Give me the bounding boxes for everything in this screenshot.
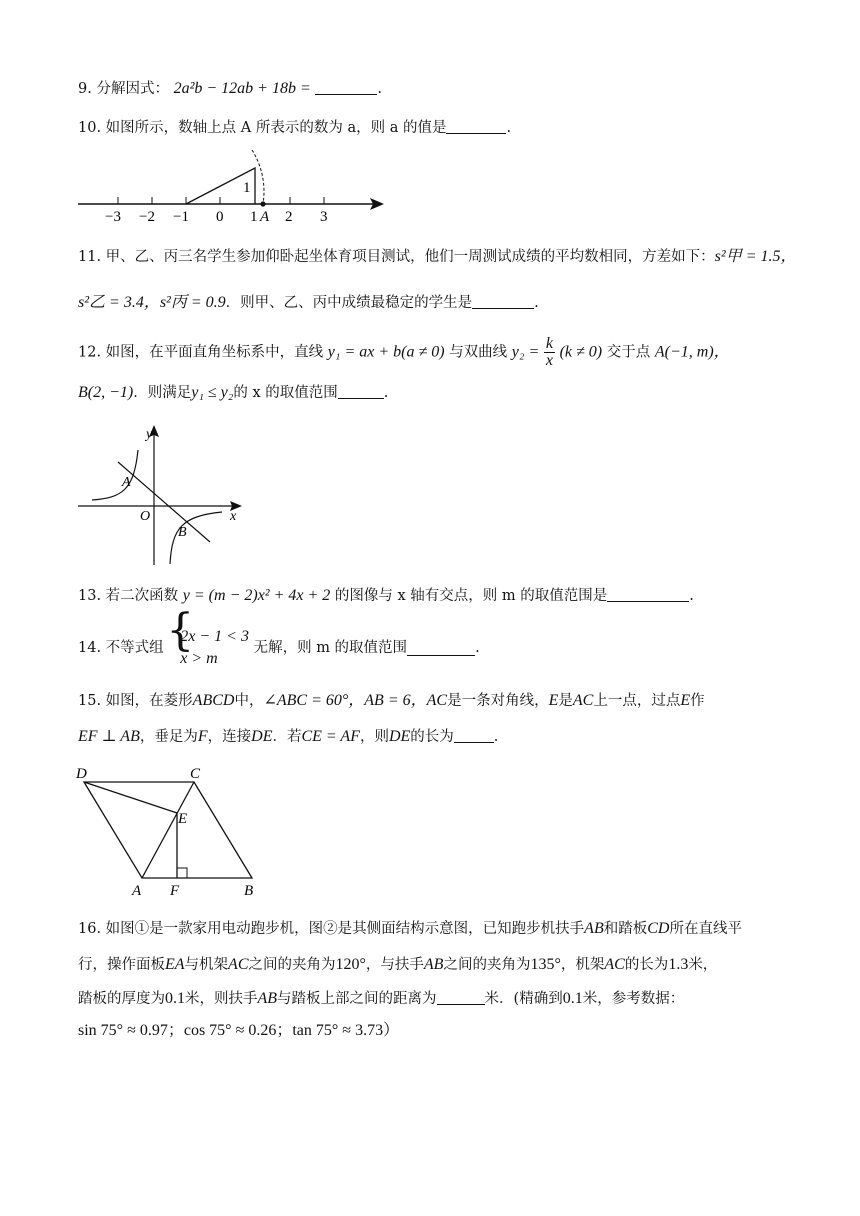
question-12-line2	[78, 382, 784, 404]
q16-text-1e: 所在直线平	[669, 921, 742, 937]
q16-text-2g: ，与扶手	[365, 957, 424, 973]
q11-variance-jia: s²甲 = 1.5，	[714, 248, 797, 265]
question-15-line2	[78, 726, 784, 748]
origin-label: O	[140, 509, 151, 524]
q15-text-2b: ，垂足为	[139, 729, 198, 745]
q15-end: .	[493, 729, 499, 745]
q15-text-2j: 的长为	[410, 729, 454, 745]
q16-answer-blank[interactable]	[437, 990, 485, 1005]
q10-number: 10.	[78, 120, 102, 136]
point-f-label: F	[170, 883, 180, 899]
q16-text-2k: ，机架	[560, 957, 605, 973]
q13-answer-blank[interactable]	[607, 587, 689, 602]
q16-ac: AC	[228, 956, 249, 973]
q12-fraction-numerator: k	[545, 335, 553, 352]
point-b-label: B	[178, 525, 187, 540]
q13-expression: y = (m − 2)x² + 4x + 2	[182, 587, 331, 604]
q14-end: .	[475, 640, 480, 656]
q11-text-1: 甲、乙、丙三名学生参加仰卧起坐体育项目测试，他们一周测试成绩的平均数相同，方差如下：	[105, 249, 715, 265]
q16-text-2e: 之间的夹角为	[248, 957, 336, 973]
q16-angle-120: 120°	[335, 956, 366, 973]
segment-de	[84, 782, 177, 813]
straight-line	[118, 462, 210, 542]
point-a-label: A	[122, 475, 131, 490]
q16-text-2i: 之间的夹角为	[443, 957, 531, 973]
q14-text-2: 无解，则 m 的取值范围	[253, 640, 408, 656]
vertex-b-label: B	[244, 883, 254, 899]
q14-system-brace	[168, 626, 249, 670]
q14-number: 14.	[78, 640, 102, 656]
q16-text-3e: 与踏板上部之间的距离为	[277, 991, 437, 1007]
q13-number: 13.	[78, 588, 102, 604]
coordinate-plane-figure	[72, 420, 252, 570]
q15-ab-length: AB = 6，	[364, 692, 427, 709]
question-14	[78, 626, 784, 670]
q15-e-2: E	[680, 692, 691, 709]
q12-line-expression: y₁ = ax + b(a ≠ 0)	[327, 343, 445, 361]
q10-end: .	[506, 120, 512, 136]
q12-text-1: 如图，在平面直角坐标系中，直线	[105, 344, 324, 361]
q15-text-1k: 上一点，过点	[593, 693, 681, 709]
q16-ea: EA	[165, 956, 185, 973]
number-line-figure	[72, 148, 392, 228]
question-16-line2	[78, 954, 784, 976]
q16-number: 16.	[78, 921, 102, 937]
q13-text-2: 的图像与 x 轴有交点，则 m 的取值范围是	[334, 588, 608, 604]
q15-ce-af: CE = AF	[301, 728, 360, 745]
q11-variance-bing: ，s²丙 = 0.9	[143, 294, 226, 311]
tick-label-3: 3	[320, 209, 328, 225]
q15-de: DE	[251, 728, 273, 745]
triangle-side-label: 1	[243, 180, 251, 196]
q16-cd: CD	[647, 920, 670, 937]
q12-inequality: y₁ ≤ y₂	[191, 384, 234, 401]
q9-answer-blank[interactable]	[315, 80, 377, 95]
q14-inequality-1: { 2x − 1 < 3	[180, 628, 249, 645]
question-13	[78, 585, 784, 607]
q15-number: 15.	[78, 693, 102, 709]
x-axis-label: x	[230, 509, 237, 524]
q16-text-3f: 米．(精确到	[484, 991, 563, 1007]
tick-label-neg2: −2	[139, 209, 155, 225]
q16-angle-135: 135°	[530, 956, 561, 973]
q16-precision: 0.1	[562, 990, 583, 1007]
q15-angle: ∠ABC = 60°，	[263, 692, 365, 709]
q15-text-1g: 是一条对角线，	[447, 693, 549, 709]
q15-text-1i: 是	[558, 693, 573, 709]
q12-hyperbola-condition: (k ≠ 0)	[559, 343, 603, 361]
q12-number: 12.	[78, 344, 102, 361]
q9-expression: 2a²b − 12ab + 18b =	[173, 80, 311, 97]
q16-text-3c: 米，则扶手	[185, 991, 258, 1007]
q12-answer-blank[interactable]	[338, 384, 384, 399]
q16-thickness: 0.1	[165, 990, 185, 1007]
question-16-line4	[78, 1020, 784, 1042]
q12-text-4: ．则满足	[133, 385, 192, 401]
q13-end: .	[689, 588, 694, 604]
q12-hyperbola-fraction	[544, 336, 555, 369]
q16-text-2c: 与机架	[184, 957, 229, 973]
number-line-tick-labels	[105, 209, 328, 225]
q12-point-a: A(−1, m)，	[654, 343, 730, 361]
q15-f: F	[197, 728, 208, 745]
question-11-line1	[78, 246, 797, 268]
tick-label-neg3: −3	[105, 209, 121, 225]
q16-text-2o: 米，	[688, 957, 718, 973]
q16-ab-3: AB	[257, 990, 278, 1007]
q16-text-1c: 和踏板	[603, 921, 648, 937]
q15-text-1a: 如图，在菱形	[105, 693, 193, 709]
q16-text-1a: 如图①是一款家用电动跑步机，图②是其侧面结构示意图，已知跑步机扶手	[105, 921, 585, 937]
q11-text-2: ．则甲、乙、丙中成绩最稳定的学生是	[225, 295, 473, 311]
hyperbola-branch-left	[92, 450, 138, 500]
q11-answer-blank[interactable]	[472, 294, 534, 309]
q11-number: 11.	[78, 249, 102, 265]
question-12-line1	[78, 336, 784, 369]
question-16-line3	[78, 988, 784, 1010]
q16-ab: AB	[584, 920, 604, 937]
question-15-line1	[78, 690, 784, 712]
q15-answer-blank[interactable]	[454, 728, 494, 743]
question-10	[78, 117, 784, 139]
question-9	[78, 78, 784, 100]
q14-inequality-2: x > m	[180, 650, 218, 667]
q16-ac-2: AC	[604, 956, 625, 973]
tick-label-1: 1	[250, 209, 258, 225]
q16-length-1-3: 1.3	[668, 956, 689, 973]
right-angle-mark	[177, 868, 187, 878]
q12-point-b: B(2, −1)	[78, 384, 134, 401]
point-e-label: E	[178, 811, 188, 827]
vertex-a-label: A	[132, 883, 142, 899]
q9-end: .	[377, 81, 382, 97]
q16-text-3a: 踏板的厚度为	[78, 991, 165, 1007]
q11-end: .	[534, 295, 539, 311]
q16-text-3h: 米，参考数据：	[582, 991, 685, 1007]
vertex-c-label: C	[190, 766, 201, 782]
q15-abcd: ABCD	[192, 692, 235, 709]
q12-fraction-denominator: x	[545, 352, 553, 369]
q15-e: E	[548, 692, 559, 709]
y-axis-label: y	[146, 427, 153, 442]
vertex-d-label: D	[76, 766, 87, 782]
q16-text-2m: 的长为	[624, 957, 669, 973]
q15-text-2f: ．若	[272, 729, 302, 745]
q13-text-1: 若二次函数	[105, 588, 179, 604]
q9-text: 分解因式：	[96, 81, 169, 97]
question-16-line1	[78, 918, 784, 940]
number-line-ticks	[118, 197, 324, 204]
q16-text-2a: 行，操作面板	[78, 957, 165, 973]
question-11-line2	[78, 292, 784, 314]
q12-end: .	[383, 385, 389, 401]
q16-reference-data: sin 75° ≈ 0.97；cos 75° ≈ 0.26；tan 75° ≈ 3.73）	[78, 1022, 400, 1039]
q9-number: 9.	[78, 81, 92, 97]
q15-text-1c: 中，	[234, 693, 264, 709]
point-a-label: A	[260, 209, 270, 225]
q15-ef-perp: EF ⊥ AB	[78, 728, 140, 745]
q15-de-2: DE	[388, 728, 411, 745]
q15-ac: AC	[426, 692, 448, 709]
q15-ac-2: AC	[572, 692, 594, 709]
q16-ab-2: AB	[423, 956, 444, 973]
q12-text-3: 交于点	[606, 344, 651, 361]
rhombus-figure	[72, 760, 272, 900]
q12-text-2: 与双曲线	[449, 344, 508, 361]
q15-text-1m: 作	[690, 693, 705, 709]
q10-answer-blank[interactable]	[446, 119, 506, 134]
q15-text-2h: ，则	[359, 729, 389, 745]
q11-variance-yi: s²乙 = 3.4	[78, 294, 144, 311]
q10-text: 如图所示，数轴上点 A 所表示的数为 a，则 a 的值是	[105, 120, 447, 136]
q12-text-5: 的 x 的取值范围	[233, 385, 338, 401]
q12-hyperbola-lhs: y₂ =	[511, 343, 540, 361]
q14-answer-blank[interactable]	[407, 641, 475, 656]
q15-text-2d: ，连接	[207, 729, 252, 745]
tick-label-2: 2	[285, 209, 293, 225]
q14-text-1: 不等式组	[105, 640, 164, 656]
point-a-dot	[260, 201, 265, 206]
tick-label-neg1: −1	[173, 209, 189, 225]
diagonal-ac	[142, 782, 194, 878]
compass-arc	[252, 150, 264, 204]
tick-label-0: 0	[216, 209, 224, 225]
